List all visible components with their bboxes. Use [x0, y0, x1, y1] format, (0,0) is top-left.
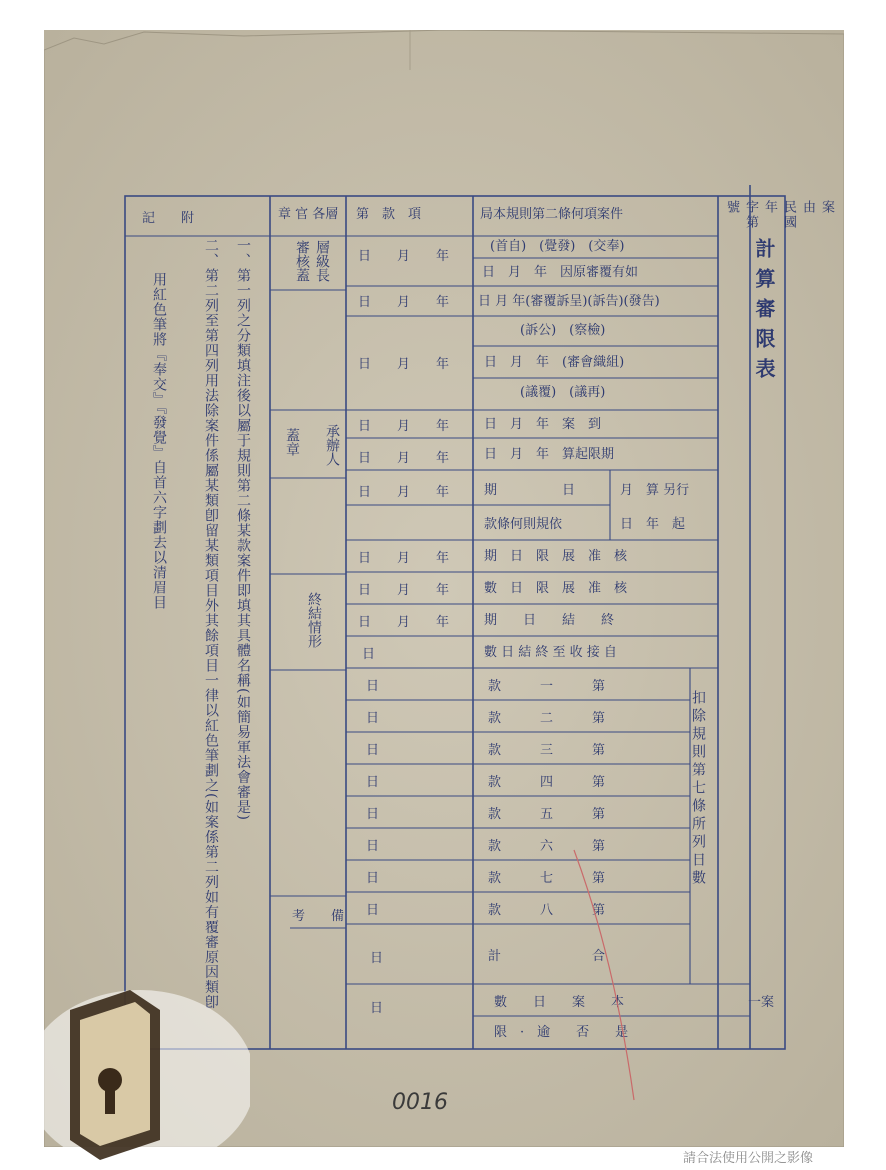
row-review: 日 月 年 因原審覆有如 [482, 265, 639, 280]
svg-text:日: 日 [366, 871, 380, 886]
svg-text:日 月 年: 日 月 年 [358, 451, 450, 466]
archive-logo-icon [0, 970, 250, 1170]
svg-text:日 月 年: 日 月 年 [358, 249, 450, 264]
bottom-side: 一案 [748, 995, 775, 1010]
row-ext-date: 期 日 限 展 准 核 [484, 549, 628, 564]
note-2: 二、第二列至第四列用法除案件係屬某類卽留某類項目外其餘項目一律以紅色筆劃之(如案係第二列如有覆審原因類卽 [203, 238, 219, 1010]
row-overdue: 限 · 逾 否 是 [494, 1025, 629, 1040]
svg-text:日 月 年: 日 月 年 [358, 357, 450, 372]
row-rule: 款條何則規依 [484, 517, 563, 532]
header-col1: 局本規則第二條何項案件 [480, 207, 624, 222]
signer-label-4: 考 備 [292, 909, 345, 924]
svg-text:日: 日 [366, 775, 380, 790]
signer-title-a: 審核蓋 [294, 240, 310, 282]
svg-text:款 七 第: 款 七 第 [488, 871, 606, 886]
svg-text:日 月 年: 日 月 年 [358, 583, 450, 598]
row-restart-2: 日 年 起 [620, 517, 686, 532]
header-col3: 章 官 各層 [278, 207, 339, 222]
signer-title-b: 層級長 [314, 240, 330, 282]
row-retrial: (議覆) (議再) [520, 385, 606, 400]
svg-text:款 二 第: 款 二 第 [488, 711, 606, 726]
row-period-label: 期 日 [484, 483, 576, 498]
case-number-label: 案 由 民國 年 字第 號 [724, 200, 834, 230]
watermark-text: 請合法使用公開之影像 [683, 1151, 814, 1166]
note-3: 用紅色筆將『奉交』『發覺』自首六字劃去以清眉目 [151, 272, 167, 610]
svg-text:日 月 年: 日 月 年 [358, 615, 450, 630]
row-types: (首自) (覺發) (交奉) [490, 239, 625, 254]
row-case-days: 數 日 案 本 [494, 995, 625, 1010]
row-complaint: 日 月 年(審覆訴呈)(訴告)(發告) [478, 294, 660, 309]
svg-text:日: 日 [366, 903, 380, 918]
svg-text:款 六 第: 款 六 第 [488, 839, 606, 854]
row-prosecute: (訴公) (察檢) [520, 323, 606, 338]
row-arrive: 日 月 年 案 到 [484, 417, 602, 432]
signer-label-2: 蓋章 [284, 428, 300, 456]
svg-text:日: 日 [366, 711, 380, 726]
header-col4: 記 附 [142, 211, 195, 226]
date-column [358, 248, 449, 1016]
svg-text:日: 日 [366, 743, 380, 758]
svg-text:日: 日 [366, 807, 380, 822]
row-restart: 月 算 另行 [620, 483, 690, 498]
row-reorg: 日 月 年 (審會織組) [484, 355, 625, 370]
svg-text:日 月 年: 日 月 年 [358, 419, 450, 434]
svg-text:日 月 年: 日 月 年 [358, 551, 450, 566]
svg-text:款 八 第: 款 八 第 [488, 903, 606, 918]
note-1: 一、第一列之分類填注後以屬于規則第二條某款案件即填其具體名稱(如簡易軍法會審是) [235, 238, 251, 821]
form-title: 計算審限表 [752, 238, 776, 388]
svg-text:款 三 第: 款 三 第 [488, 743, 606, 758]
signer-label-3: 終結情形 [306, 592, 322, 648]
header-col2: 第 款 項 [356, 207, 422, 222]
svg-text:日 月 年: 日 月 年 [358, 485, 450, 500]
deduct-label: 扣除規則第七條所列日數 [690, 690, 706, 888]
handwritten-number: 0016 [392, 1090, 448, 1115]
svg-text:計 合: 計 合 [488, 949, 606, 964]
svg-text:日: 日 [362, 647, 376, 662]
svg-text:款 一 第: 款 一 第 [488, 679, 606, 694]
svg-text:日: 日 [370, 951, 384, 966]
row-total-days: 數 日 結 終 至 收 接 自 [484, 645, 617, 660]
svg-text:日: 日 [366, 839, 380, 854]
row-ext-days: 數 日 限 展 准 核 [484, 581, 628, 596]
svg-text:款 四 第: 款 四 第 [488, 775, 606, 790]
svg-text:日: 日 [366, 679, 380, 694]
deduct-rows [488, 678, 605, 964]
signer-label-1: 承辦人 [324, 424, 340, 466]
svg-text:日 月 年: 日 月 年 [358, 295, 450, 310]
svg-text:日: 日 [370, 1001, 384, 1016]
outer-border [125, 196, 785, 1049]
row-period-start: 日 月 年 算起限期 [484, 447, 615, 462]
svg-text:款 五 第: 款 五 第 [488, 807, 606, 822]
row-end-date: 期 日 結 終 [484, 613, 615, 628]
